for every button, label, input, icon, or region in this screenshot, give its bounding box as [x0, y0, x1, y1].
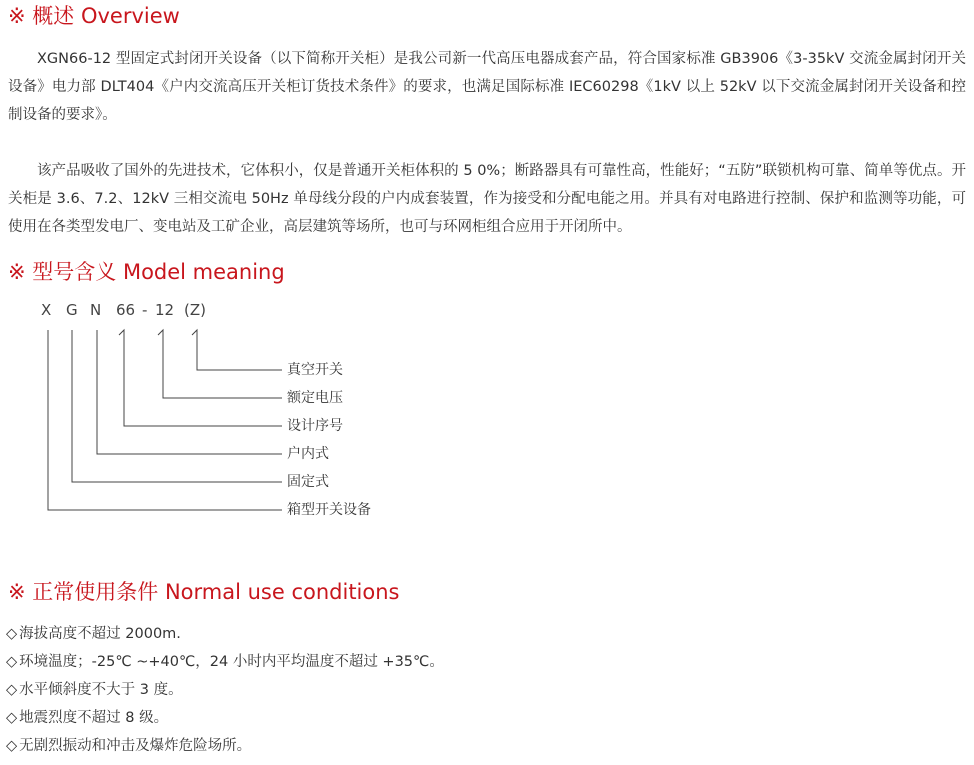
diamond-bullet-icon: ◇: [6, 654, 18, 670]
model-code-n: N: [90, 301, 102, 319]
bracket-line-g: [72, 330, 282, 482]
meaning-box-switchgear: 箱型开关设备: [287, 502, 371, 518]
diamond-bullet-icon: ◇: [6, 626, 18, 642]
meaning-rated-voltage: 额定电压: [287, 390, 343, 406]
condition-item-seismic: [6, 704, 444, 732]
diamond-bullet-icon: ◇: [6, 710, 18, 726]
bracket-line-x: [48, 330, 282, 510]
bracket-line-12: [158, 330, 282, 398]
condition-item-altitude: [6, 620, 444, 648]
meaning-fixed-type: 固定式: [287, 474, 329, 490]
overview-paragraph-1: XGN66-12 型固定式封闭开关设备（以下简称开关柜）是我公司新一代高压电器成套产品，符合国家标准 GB3906《3-35kV 交流金属封闭开关设备》电力部 DLT404《户内交流高压开关柜订货技术条件》的要求，也满足国际标准 IEC60298《1kV 以上 52kV 以下交流金属封闭开关设备和控制设备的要求》。: [8, 51, 966, 123]
model-code-z: (Z): [184, 301, 206, 319]
model-code-g: G: [66, 301, 78, 319]
overview-paragraph-2: 该产品吸收了国外的先进技术，它体积小，仅是普通开关柜体积的 5 0%；断路器具有可靠性高，性能好；“五防”联锁机构可靠、简单等优点。开关柜是 3.6、7.2、12kV 三相交流电 50Hz 单母线分段的户内成套装置，作为接受和分配电能之用。并具有对电路进行控制、保护和监测等功能，可使用在各类型发电厂、变电站及工矿企业，高层建筑等场所，也可与环网柜组合应用于开闭所中。: [8, 163, 966, 235]
condition-text: 海拔高度不超过 2000m.: [19, 626, 181, 642]
model-heading: ※ 型号含义 Model meaning: [8, 260, 285, 284]
diamond-bullet-icon: ◇: [6, 682, 18, 698]
condition-text: 环境温度；-25℃ ~+40℃，24 小时内平均温度不超过 +35℃。: [19, 654, 444, 670]
model-code-66: 66: [116, 301, 136, 319]
model-code-dash: -: [142, 301, 148, 319]
meaning-vacuum-switch: 真空开关: [287, 362, 343, 378]
condition-text: 水平倾斜度不大于 3 度。: [19, 682, 183, 698]
conditions-heading: ※ 正常使用条件 Normal use conditions: [8, 580, 400, 604]
condition-item-temperature: [6, 648, 444, 676]
bracket-line-66: [119, 330, 282, 426]
meaning-design-number: 设计序号: [287, 418, 343, 434]
bracket-line-z: [192, 330, 282, 370]
overview-heading: ※ 概述 Overview: [8, 4, 180, 28]
diamond-bullet-icon: ◇: [6, 738, 18, 754]
model-bracket-lines: [0, 290, 974, 530]
model-code-x: X: [41, 301, 52, 319]
model-meaning-diagram: [0, 290, 974, 530]
conditions-list: [6, 620, 444, 760]
condition-text: 地震烈度不超过 8 级。: [19, 710, 169, 726]
condition-item-inclination: [6, 676, 444, 704]
bracket-line-n: [97, 330, 282, 454]
meaning-indoor: 户内式: [287, 446, 329, 462]
condition-text: 无剧烈振动和冲击及爆炸危险场所。: [19, 738, 252, 754]
model-code-12: 12: [155, 301, 175, 319]
condition-item-vibration: [6, 732, 444, 760]
